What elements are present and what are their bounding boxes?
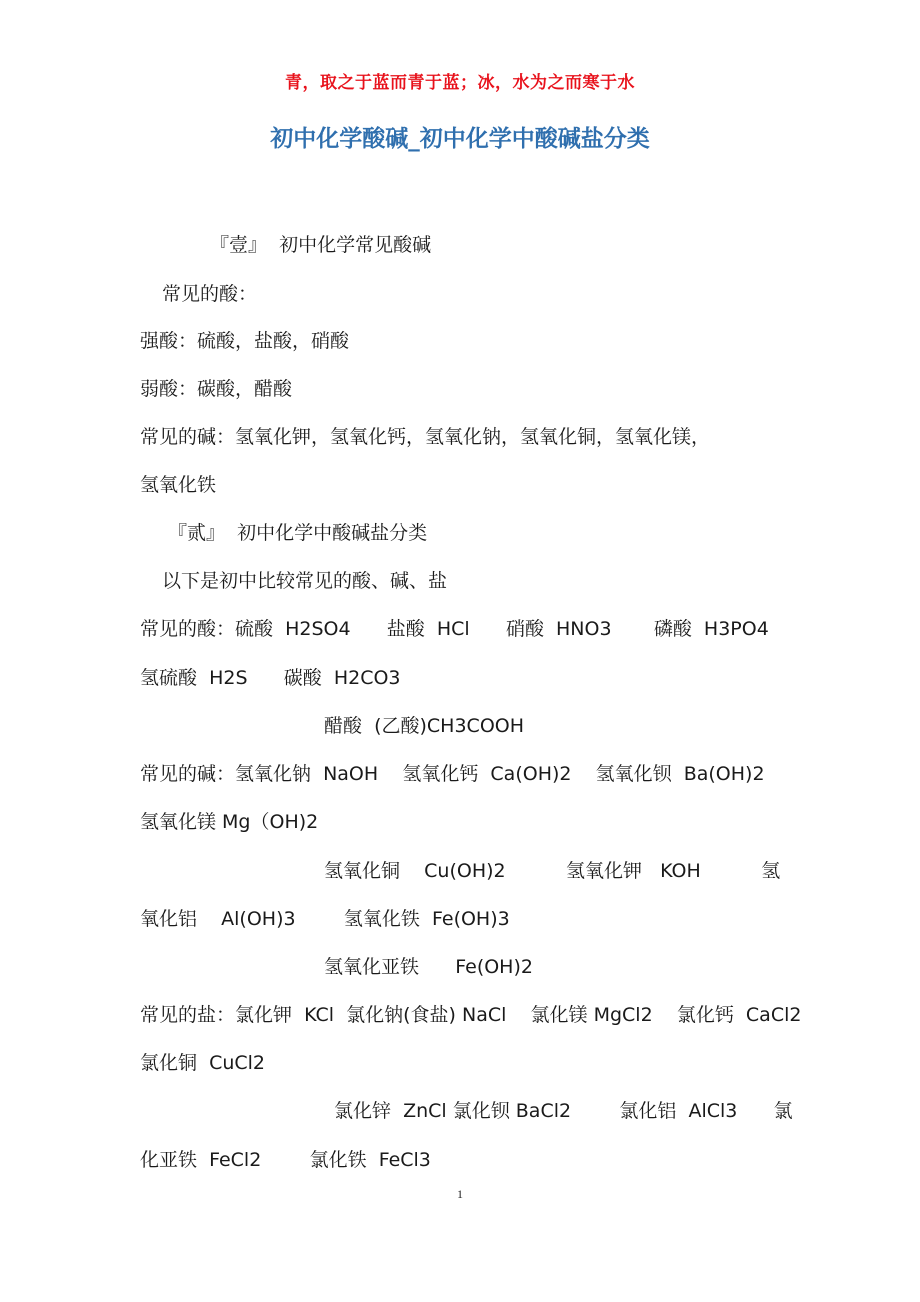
section-heading-1: 『壹』 初中化学常见酸碱 [210, 234, 432, 256]
page-number: 1 [457, 1187, 463, 1201]
text-line: 常见的碱：氢氧化钾，氢氧化钙，氢氧化钠，氢氧化铜，氢氧化镁， [140, 426, 711, 448]
page-title: 初中化学酸碱_初中化学中酸碱盐分类 [270, 126, 650, 152]
text-line: 常见的碱：氢氧化钠 NaOH 氢氧化钙 Ca(OH)2 氢氧化钡 Ba(OH)2 [140, 763, 765, 785]
text-line: 醋酸 (乙酸)CH3COOH [324, 715, 525, 737]
text-line: 氧化铝 Al(OH)3 氢氧化铁 Fe(OH)3 [140, 908, 510, 930]
text-line: 常见的酸： [162, 283, 258, 305]
text-line: 氯化锌 ZnCl 氯化钡 BaCl2 氯化铝 AlCl3 氯 [334, 1100, 793, 1122]
text-line: 氯化铜 CuCl2 [140, 1052, 266, 1074]
text-line: 氢硫酸 H2S 碳酸 H2CO3 [140, 667, 401, 689]
text-line: 氢氧化铁 [140, 474, 217, 496]
text-line: 氢氧化铜 Cu(OH)2 氢氧化钾 KOH 氢 [324, 860, 781, 882]
text-line: 弱酸：碳酸，醋酸 [140, 378, 293, 400]
text-line: 化亚铁 FeCl2 氯化铁 FeCl3 [140, 1149, 431, 1171]
text-line: 氢氧化亚铁 Fe(OH)2 [324, 956, 533, 978]
text-line: 氢氧化镁 Mg（OH)2 [140, 811, 319, 833]
text-line: 强酸：硫酸，盐酸，硝酸 [140, 330, 350, 352]
section-heading-2: 『贰』 初中化学中酸碱盐分类 [168, 522, 428, 544]
text-line: 常见的酸：硫酸 H2SO4 盐酸 HCl 硝酸 HNO3 磷酸 H3PO4 [140, 618, 769, 640]
text-line: 以下是初中比较常见的酸、碱、盐 [162, 570, 448, 592]
header-motto: 青，取之于蓝而青于蓝；冰，水为之而寒于水 [285, 73, 635, 93]
text-line: 常见的盐：氯化钾 KCl 氯化钠(食盐) NaCl 氯化镁 MgCl2 氯化钙 CaCl2 [140, 1004, 802, 1026]
